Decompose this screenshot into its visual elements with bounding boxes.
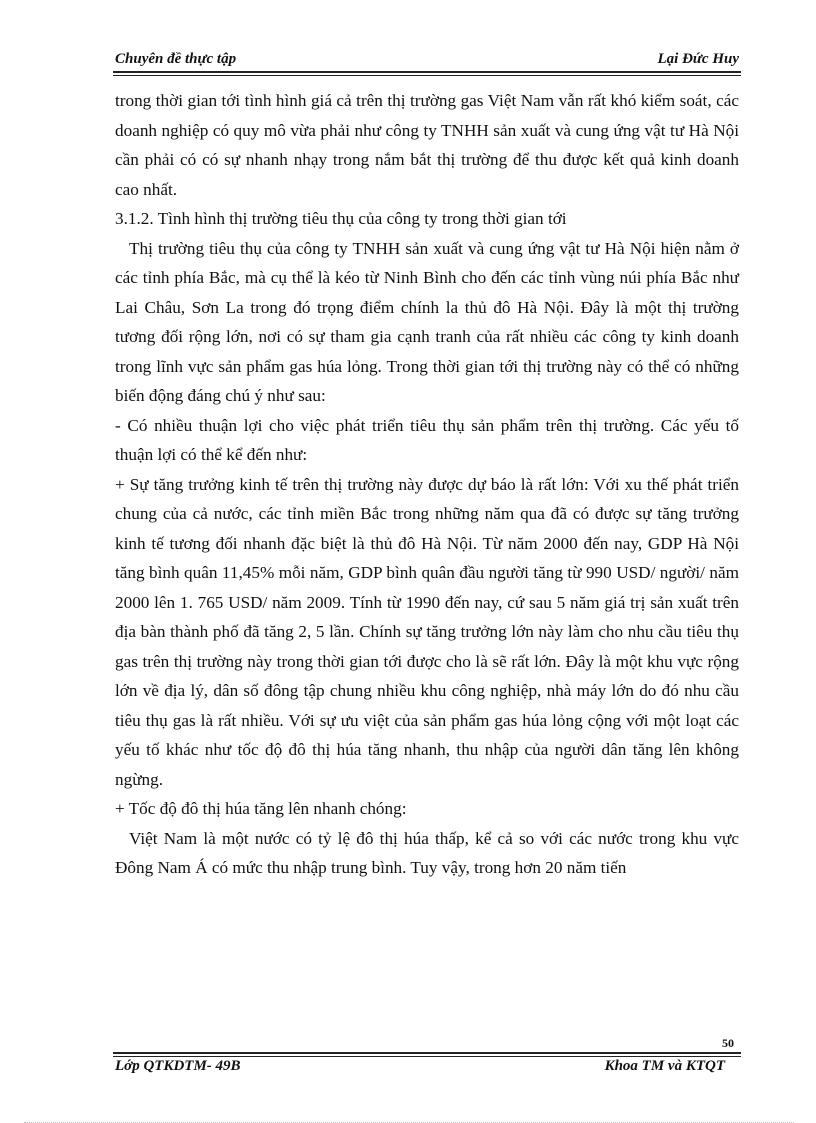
page-number: 50 [722,1036,734,1050]
footer-rule [113,1052,741,1054]
header-report-title: Chuyên đề thực tập [115,51,237,67]
header-author: Lại Đức Huy [657,51,739,67]
page-header [115,48,739,72]
footer-class: Lớp QTKDTM- 49B [115,1058,241,1074]
header-rule-thin [113,75,741,76]
header-rule [113,71,741,73]
paragraph-market: Thị trường tiêu thụ của công ty TNHH sản xuất và cung ứng vật tư Hà Nội hiện nằm ở các tỉnh phía Bắc, mà cụ thể là kéo từ Ninh Bình cho đến các tỉnh vùng núi phía Bắc như Lai Châu, Sơn La trong đó trọng điểm chính la thủ đô Hà Nội. Đây là một thị trường tương đối rộng lớn, nơi có sự tham gia cạnh tranh của rất nhiều các công ty kinh doanh trong lĩnh vực sản phẩm gas húa lỏng. Trong thời gian tới thị trường này có thể có những biến động đáng chú ý như sau: [115,238,739,405]
paragraph-advantages: - Có nhiều thuận lợi cho việc phát triển tiêu thụ sản phẩm trên thị trường. Các yếu tố thuận lợi có thể kể đến như: [115,415,739,464]
paragraph-growth: + Sự tăng trưởng kinh tế trên thị trường này được dự báo là rất lớn: Với xu thế phát triển chung của cả nước, các tỉnh miền Bắc trong những năm qua đã có được sự tăng trưởng kinh tế tương đối nhanh đặc biệt là thủ đô Hà Nội. Từ năm 2000 đến nay, GDP Hà Nội tăng bình quân 11,45% mỗi năm, GDP bình quân đầu người tăng từ 990 USD/ người/ năm 2000 lên 1. 765 USD/ năm 2009. Tính từ 1990 đến nay, cứ sau 5 năm giá trị sản xuất trên địa bàn thành phố đã tăng 2, 5 lần. Chính sự tăng trưởng lớn này làm cho nhu cầu tiêu thụ gas trên thị trường này trong thời gian tới được cho là sẽ rất lớn. Đây là một khu vực rộng lớn về địa lý, dân số đông tập chung nhiều khu công nghiệp, nhà máy lớn do đó nhu cầu tiêu thụ gas là rất nhiều. Với sự ưu việt của sản phẩm gas húa lỏng cộng với một loạt các yếu tố khác như tốc độ đô thị húa tăng nhanh, thu nhập của người dân tăng lên không ngừng. [115,474,739,789]
section-heading: 3.1.2. Tình hình thị trường tiêu thụ của công ty trong thời gian tới [115,209,567,228]
page-footer [115,1058,725,1080]
paragraph-urbanization-heading: + Tốc độ đô thị húa tăng lên nhanh chóng: [115,799,407,818]
footer-faculty: Khoa TM và KTQT [604,1058,725,1074]
footer-rule-thin [113,1056,741,1057]
body-text [115,86,739,883]
paragraph-urbanization: Việt Nam là một nước có tỷ lệ đô thị húa thấp, kể cả so với các nước trong khu vực Đông Nam Á có mức thu nhập trung bình. Tuy vậy, trong hơn 20 năm tiến [115,828,739,877]
paragraph-continuation: trong thời gian tới tình hình giá cả trên thị trường gas Việt Nam vẫn rất khó kiểm soát, các doanh nghiệp có quy mô vừa phải như công ty TNHH sản xuất và cung ứng vật tư Hà Nội cần phải có có sự nhanh nhạy trong nắm bắt thị trường để thu được kết quả kinh doanh cao nhất. [115,91,739,199]
